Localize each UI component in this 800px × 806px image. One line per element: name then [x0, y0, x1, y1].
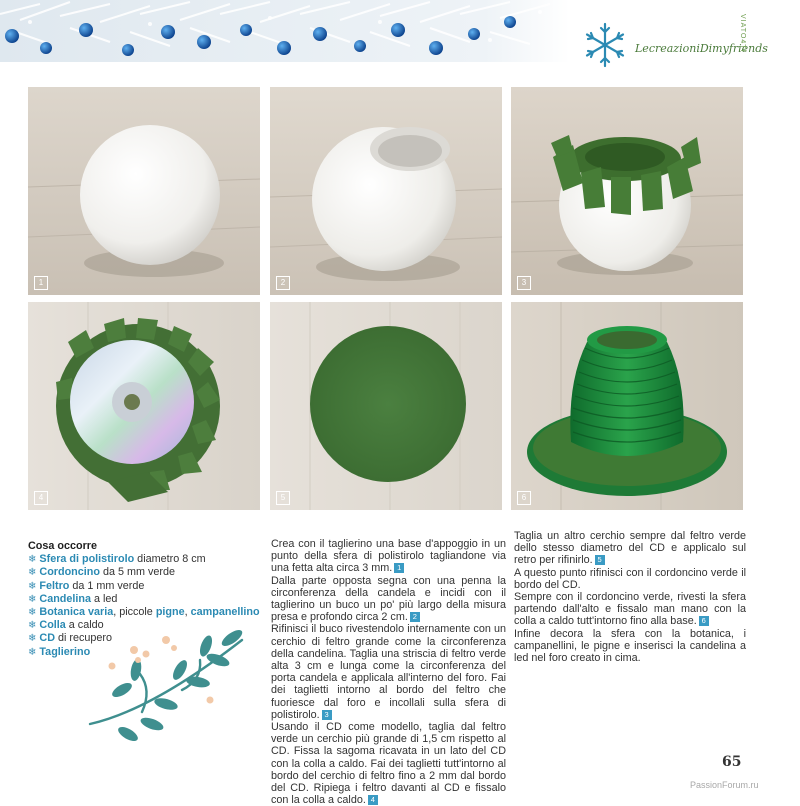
photo-number: 1 — [34, 276, 48, 290]
list-item: ❄ Colla a caldo — [28, 619, 104, 632]
step-photo-2 — [270, 87, 502, 295]
list-item: ❄ Botanica varia, piccole pigne, campanellino — [28, 606, 260, 619]
step-badge: 4 — [368, 795, 378, 805]
instruction-paragraph: Infine decora la sfera con la botanica, i campanellini, le pigne e inserisci la candelina a led nel foro creato in cima. — [514, 627, 746, 665]
list-item: ❄ Sfera di polistirolo diametro 8 cm — [28, 553, 206, 566]
step-photo-1 — [28, 87, 260, 295]
christmas-banner-icon — [0, 0, 570, 62]
snowflake-bullet-icon: ❄ — [28, 580, 37, 592]
snowflake-bullet-icon: ❄ — [28, 633, 37, 645]
page-number: 65 — [722, 754, 742, 770]
step-badge: 3 — [322, 710, 332, 720]
photo-number: 2 — [276, 276, 290, 290]
list-item: ❄ Taglierino — [28, 645, 91, 658]
snowflake-bullet-icon: ❄ — [28, 607, 37, 619]
snowflake-bullet-icon: ❄ — [28, 554, 37, 566]
step-badge: 1 — [394, 563, 404, 573]
botanical-branch-icon — [82, 620, 252, 750]
watermark: PassionForum.ru — [690, 780, 759, 790]
step-badge: 2 — [410, 612, 420, 622]
photo-number: 6 — [517, 491, 531, 505]
photo-number: 4 — [34, 491, 48, 505]
cd-with-felt-icon — [28, 302, 260, 510]
step-photo-5 — [270, 302, 502, 510]
instruction-paragraph: A questo punto rifinisci con il cordoncino verde il bordo del CD. — [514, 566, 746, 591]
snowflake-icon — [580, 20, 630, 70]
sphere-with-felt-petals-icon — [511, 87, 743, 295]
snowflake-bullet-icon: ❄ — [28, 567, 37, 579]
photo-number: 5 — [276, 491, 290, 505]
publisher-logo — [580, 20, 768, 70]
list-item: ❄ CD di recupero — [28, 632, 113, 645]
instruction-paragraph: Dalla parte opposta segna con una penna la circonferenza della candela e incidi con il taglierino un buco un po' più largo della misura presa e profondo circa 2 cm. 2 — [271, 574, 506, 624]
snowflake-bullet-icon: ❄ — [28, 620, 37, 632]
instructions-column-3 — [514, 530, 746, 664]
step-photo-3 — [511, 87, 743, 295]
instruction-paragraph: Taglia un altro cerchio sempre dal feltro verde dello stesso diametro del CD e applicalo sul retro per rifinirlo. 5 — [514, 530, 746, 567]
list-item: ❄ Feltro da 1 mm verde — [28, 579, 145, 592]
felt-circle-icon — [270, 302, 502, 510]
instruction-paragraph: Rifinisci il buco rivestendolo internamente con un cerchio di feltro grande come la circonferenza della candelina. Taglia una striscia di feltro verde alta 3 cm e lunga come la circonferenza del porta candela e applicala all'interno del foro. Fai dei taglietti intorno al bordo del feltro che fuoriesce dal foro e incollali sulla sfera di polistirolo. 3 — [271, 623, 506, 721]
logo-text: LecreazioniDimyfriends — [635, 42, 768, 55]
instruction-paragraph: Crea con il taglierino una base d'appoggio in un punto della sfera di polistirolo tagliandone via una fetta alta circa 3 mm. 1 — [271, 538, 506, 575]
cord-wrapped-holder-icon — [511, 302, 743, 510]
materials-title: Cosa occorre — [28, 540, 98, 552]
step-badge: 6 — [699, 616, 709, 626]
instruction-paragraph: Sempre con il cordoncino verde, rivesti la sfera partendo dall'alto e fissalo man mano con la colla a caldo tutt'intorno fino alla base. 6 — [514, 591, 746, 628]
sphere-with-hole-icon — [270, 87, 502, 295]
page-header — [0, 0, 800, 80]
step-photo-6 — [511, 302, 743, 510]
list-item: ❄ Candelina a led — [28, 592, 118, 605]
snowflake-bullet-icon: ❄ — [28, 646, 37, 658]
section-tag: VIATO4TI — [739, 13, 746, 53]
instruction-paragraph: Usando il CD come modello, taglia dal feltro verde un cerchio più grande di 1,5 cm rispetto al CD. Fissa la sagoma ricavata in un lato del CD con la colla a caldo. Fai dei taglietti tutt'intorno al bordo del cerchio di feltro fino a 2 mm dal bordo del CD. Ripiega i feltro davanti al CD e fissalo con la colla a caldo. 4 — [271, 721, 506, 806]
step-photo-4 — [28, 302, 260, 510]
list-item: ❄ Cordoncino da 5 mm verde — [28, 566, 175, 579]
polystyrene-sphere-icon — [28, 87, 260, 295]
snowflake-bullet-icon: ❄ — [28, 593, 37, 605]
instructions-column-2 — [271, 538, 506, 806]
step-badge: 5 — [595, 555, 605, 565]
photo-number: 3 — [517, 276, 531, 290]
